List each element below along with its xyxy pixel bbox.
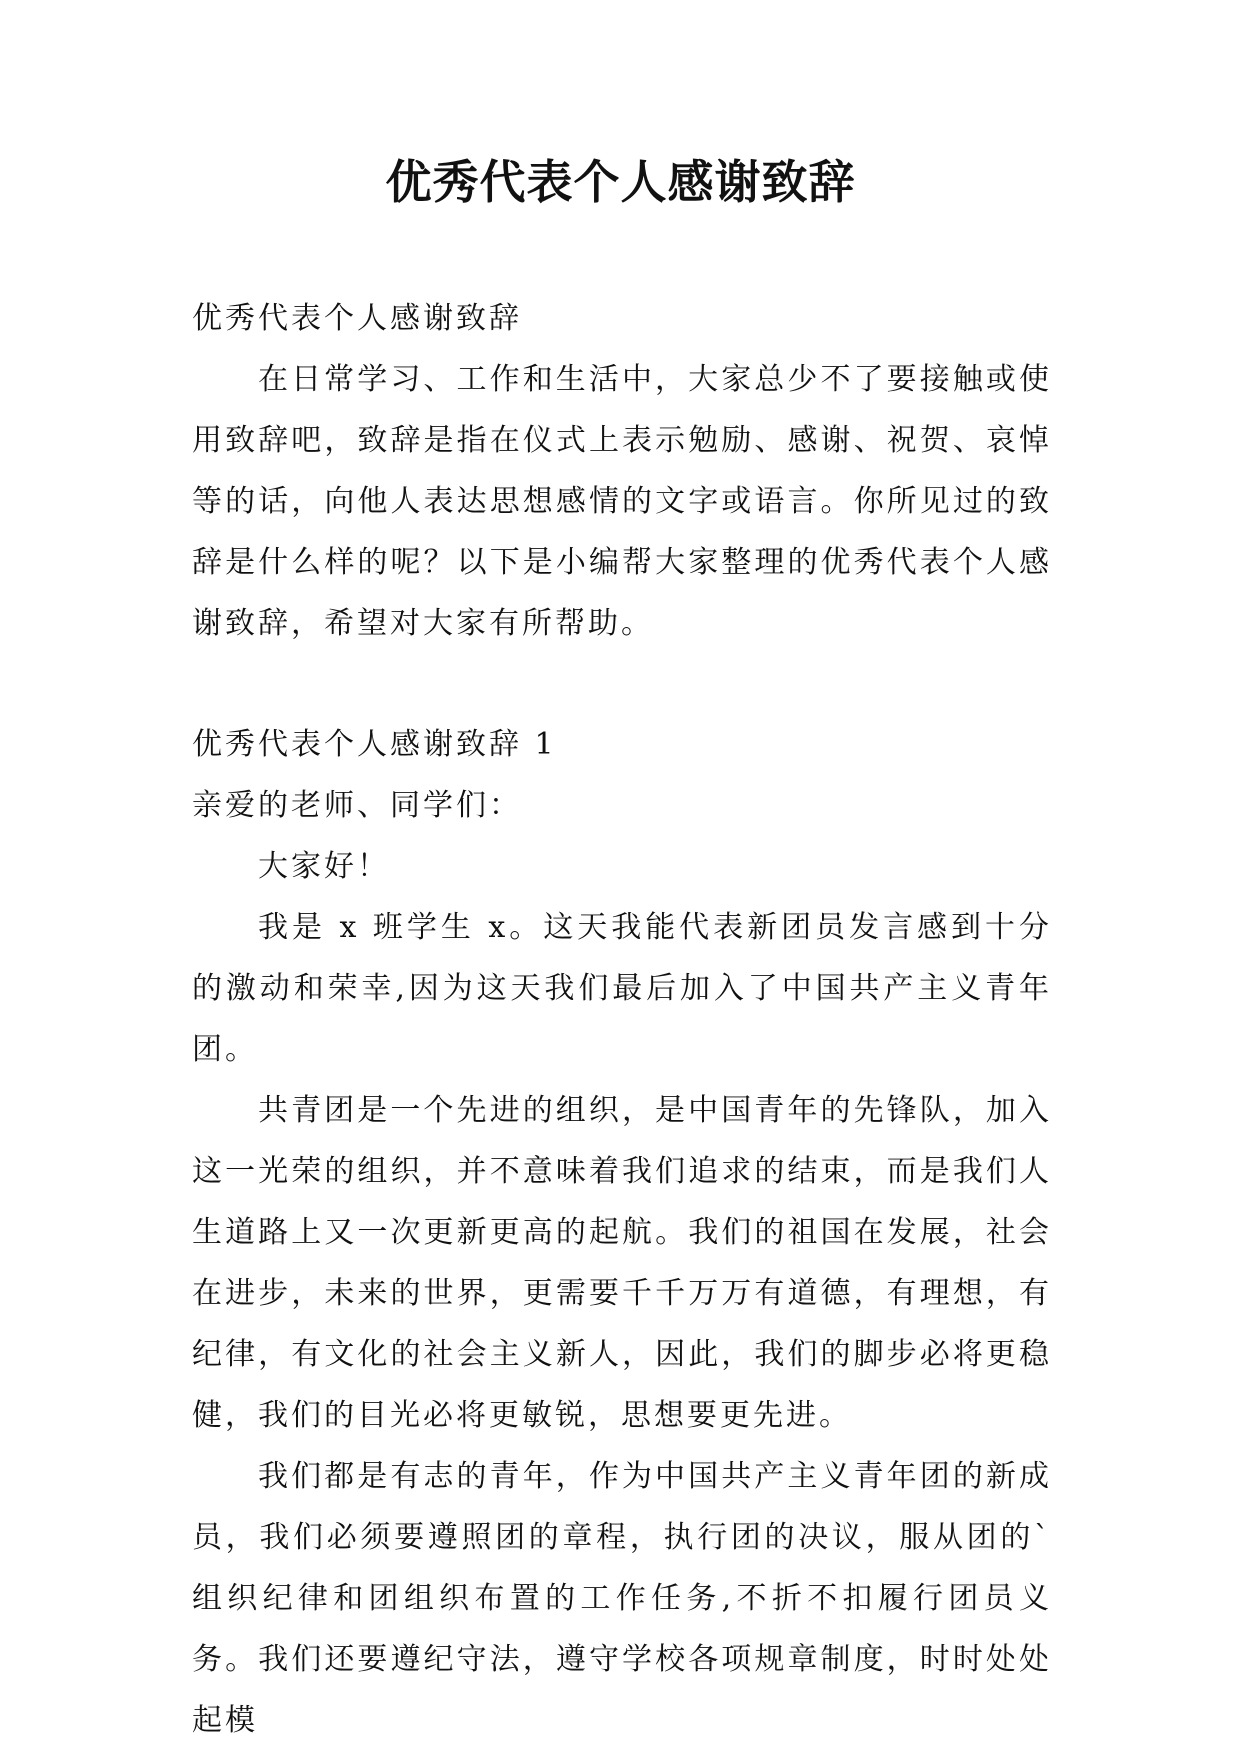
- document-heading: 优秀代表个人感谢致辞: [192, 301, 522, 336]
- salutation: 亲爱的老师、同学们：: [192, 788, 522, 823]
- section-spacer: [192, 654, 1052, 714]
- document-body: [192, 288, 1052, 1751]
- document-title: 优秀代表个人感谢致辞: [385, 155, 856, 209]
- section-heading: 优秀代表个人感谢致辞 1: [192, 727, 557, 762]
- intro-paragraph: 在日常学习、工作和生活中，大家总少不了要接触或使用致辞吧，致辞是指在仪式上表示勉励、感谢、祝贺、哀悼等的话，向他人表达思想感情的文字或语言。你所见过的致辞是什么样的呢？以下是小编帮大家整理的优秀代表个人感谢致辞，希望对大家有所帮助。: [192, 362, 1052, 641]
- body-paragraph-2: 共青团是一个先进的组织，是中国青年的先锋队，加入这一光荣的组织，并不意味着我们追求的结束，而是我们人生道路上又一次更新更高的起航。我们的祖国在发展，社会在进步，未来的世界，更需要千千万万有道德，有理想，有纪律，有文化的社会主义新人，因此，我们的脚步必将更稳健，我们的目光必将更敏锐，思想要更先进。: [192, 1093, 1052, 1433]
- greeting: 大家好！: [258, 849, 390, 884]
- body-paragraph-1: 我是 x 班学生 x。这天我能代表新团员发言感到十分的激动和荣幸,因为这天我们最后加入了中国共产主义青年团。: [192, 910, 1052, 1067]
- body-paragraph-3: 我们都是有志的青年，作为中国共产主义青年团的新成员，我们必须要遵照团的章程，执行团的决议，服从团的`组织纪律和团组织布置的工作任务,不折不扣履行团员义务。我们还要遵纪守法，遵守学校各项规章制度，时时处处起模: [192, 1459, 1052, 1738]
